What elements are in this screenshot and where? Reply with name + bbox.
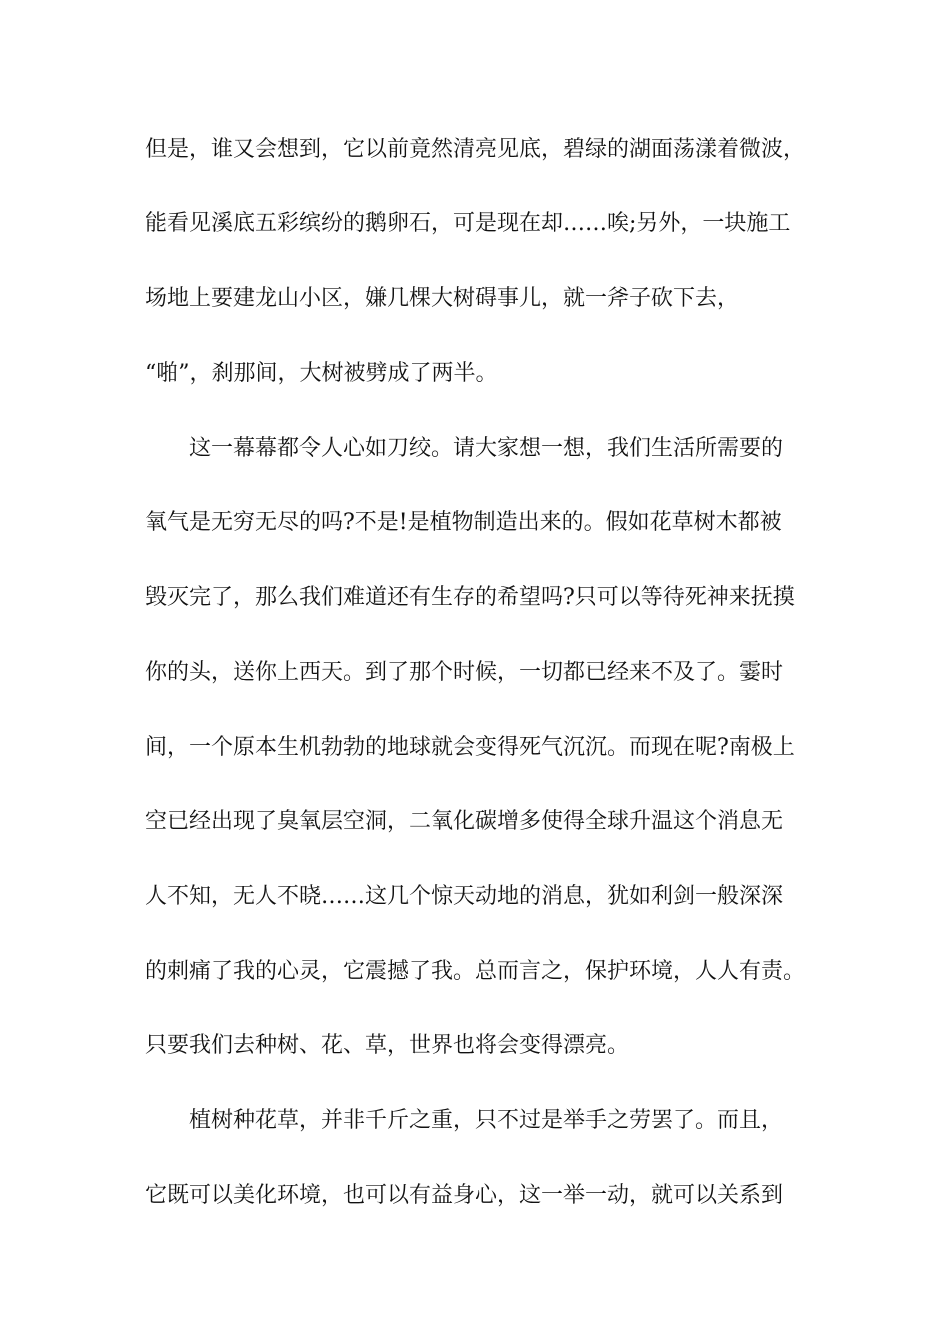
paragraph-first-line: 植树种花草，并非千斤之重，只不过是举手之劳罢了。而且，	[189, 1108, 784, 1133]
text-line: 空已经出现了臭氧层空洞，二氧化碳增多使得全球升温这个消息无	[145, 809, 784, 834]
text-line: 能看见溪底五彩缤纷的鹅卵石，可是现在却……唉;另外，一块施工	[145, 211, 791, 236]
text-line: 但是，谁又会想到，它以前竟然清亮见底，碧绿的湖面荡漾着微波，	[145, 137, 806, 162]
text-line: 毁灭完了，那么我们难道还有生存的希望吗?只可以等待死神来抚摸	[145, 585, 795, 610]
text-line: “啪”，刹那间，大树被劈成了两半。	[145, 361, 498, 386]
text-line: 的刺痛了我的心灵，它震撼了我。总而言之，保护环境，人人有责。	[145, 959, 806, 984]
text-line: 人不知，无人不晓……这几个惊天动地的消息，犹如利剑一般深深	[145, 884, 784, 909]
text-line: 氧气是无穷无尽的吗?不是!是植物制造出来的。假如花草树木都被	[145, 510, 782, 535]
text-line: 它既可以美化环境，也可以有益身心，这一举一动，就可以关系到	[145, 1183, 784, 1208]
text-line: 你的头，送你上西天。到了那个时候，一切都已经来不及了。霎时	[145, 660, 784, 685]
text-line: 只要我们去种树、花、草，世界也将会变得漂亮。	[145, 1033, 630, 1058]
text-line: 间，一个原本生机勃勃的地球就会变得死气沉沉。而现在呢?南极上	[145, 735, 795, 760]
paragraph-first-line: 这一幕幕都令人心如刀绞。请大家想一想，我们生活所需要的	[189, 436, 784, 461]
text-line: 场地上要建龙山小区，嫌几棵大树碍事儿，就一斧子砍下去，	[145, 286, 740, 311]
